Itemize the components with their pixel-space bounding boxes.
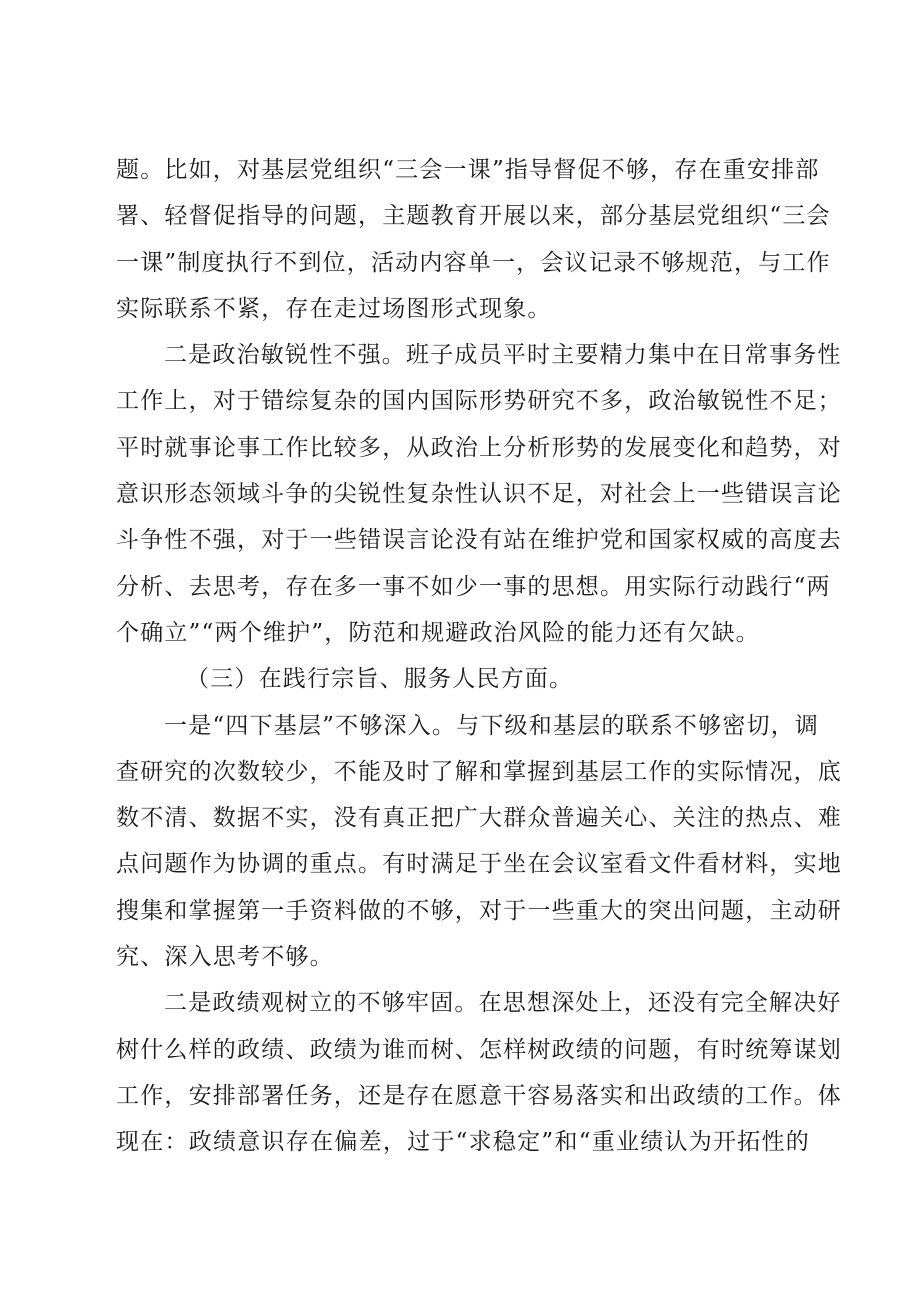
paragraph-first-line: 二是政治敏锐性不强。班子成员平时主要精力集中在日常事务性 (164, 342, 842, 369)
text-line: 意识形态领域斗争的尖锐性复杂性认识不足，对社会上一些错误言论 (116, 481, 842, 508)
text-line: 工作，安排部署任务，还是存在愿意干容易落实和出政绩的工作。体 (116, 1082, 842, 1109)
text-line: 现在：政绩意识存在偏差，过于“求稳定”和“重业绩认为开拓性的 (116, 1129, 810, 1156)
text-line: 搜集和掌握第一手资料做的不够，对于一些重大的突出问题，主动研 (116, 897, 842, 924)
text-line: 题。比如，对基层党组织“三会一课”指导督促不够，存在重安排部 (116, 157, 820, 183)
text-line: 平时就事论事工作比较多，从政治上分析形势的发展变化和趋势，对 (116, 434, 842, 461)
text-line: 分析、去思考，存在多一事不如少一事的思想。用实际行动践行“两 (116, 573, 831, 600)
text-line: 实际联系不紧，存在走过场图形式现象。 (116, 295, 552, 322)
document-body (116, 147, 842, 1166)
text-line: 署、轻督促指导的问题，主题教育开展以来，部分基层党组织“三会 (116, 203, 831, 230)
text-line: 数不清、数据不实，没有真正把广大群众普遍关心、关注的热点、难 (116, 805, 842, 832)
text-line: 斗争性不强，对于一些错误言论没有站在维护党和国家权威的高度去 (116, 527, 842, 554)
text-line: 究、深入思考不够。 (116, 944, 334, 971)
section-heading: （三）在践行宗旨、服务人民方面。 (186, 666, 574, 693)
paragraph-first-line: 一是“四下基层”不够深入。与下级和基层的联系不够密切，调 (164, 712, 820, 739)
text-line: 个确立”“两个维护”，防范和规避政治风险的能力还有欠缺。 (116, 619, 760, 646)
text-line: 工作上，对于错综复杂的国内国际形势研究不多，政治敏锐性不足； (116, 388, 842, 415)
paragraph-first-line: 二是政绩观树立的不够牢固。在思想深处上，还没有完全解决好 (164, 990, 842, 1017)
text-line: 查研究的次数较少，不能及时了解和掌握到基层工作的实际情况，底 (116, 758, 842, 785)
text-line: 树什么样的政绩、政绩为谁而树、怎样树政绩的问题，有时统筹谋划 (116, 1036, 842, 1063)
text-line: 点问题作为协调的重点。有时满足于坐在会议室看文件看材料，实地 (116, 851, 842, 878)
text-line: 一课”制度执行不到位，活动内容单一，会议记录不够规范，与工作 (116, 249, 831, 276)
